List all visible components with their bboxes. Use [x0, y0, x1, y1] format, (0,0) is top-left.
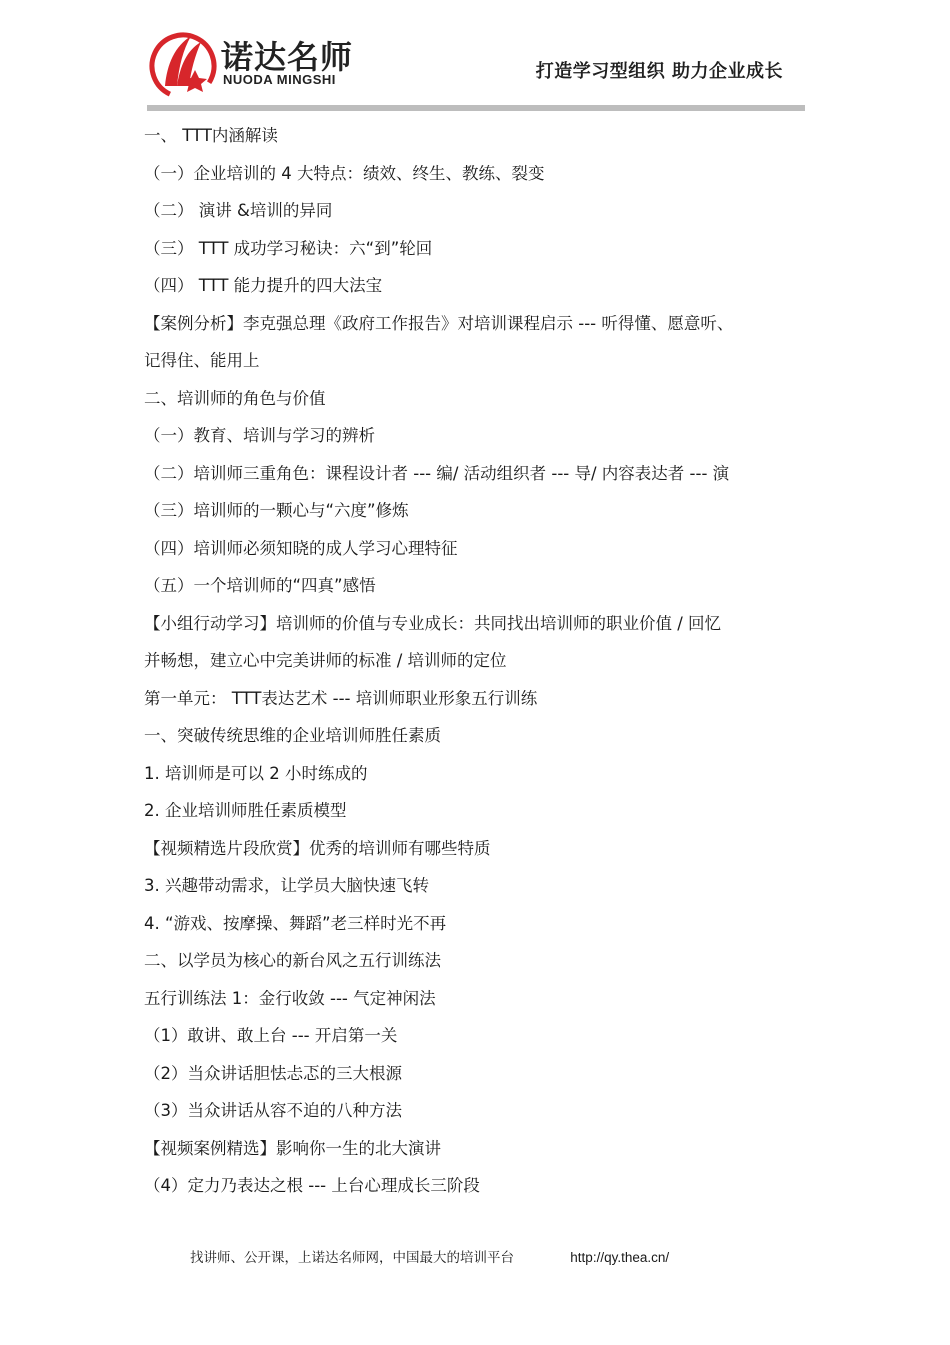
text-line: 记得住、能用上: [144, 351, 260, 370]
page-footer: [190, 1246, 669, 1266]
text-line: （4）定力乃表达之根 --- 上台心理成长三阶段: [144, 1176, 480, 1195]
brand-name-en: NUODA MINGSHI: [223, 72, 336, 87]
text-line: 一、 TTT内涵解读: [144, 126, 278, 145]
text-line: 一、突破传统思维的企业培训师胜任素质: [144, 726, 441, 745]
header-divider: [147, 105, 805, 111]
text-line: （四） TTT 能力提升的四大法宝: [144, 276, 383, 295]
text-line: （三） TTT 成功学习秘诀：六“到”轮回: [144, 238, 433, 258]
text-line: （四）培训师必须知晓的成人学习心理特征: [144, 538, 458, 558]
text-line: 五行训练法 1：金行收敛 --- 气定神闲法: [144, 988, 436, 1008]
text-line: 2. 企业培训师胜任素质模型: [144, 801, 347, 820]
text-line: 第一单元： TTT表达艺术 --- 培训师职业形象五行训练: [144, 688, 538, 708]
page-header: [147, 28, 805, 110]
text-line: 4. “游戏、按摩操、舞蹈”老三样时光不再: [144, 913, 447, 933]
text-line: 并畅想，建立心中完美讲师的标准 / 培训师的定位: [144, 651, 507, 670]
text-line: 【视频精选片段欣赏】优秀的培训师有哪些特质: [144, 838, 491, 858]
text-line: （一）企业培训的 4 大特点：绩效、终生、教练、裂变: [144, 163, 545, 183]
text-line: （五）一个培训师的“四真”感悟: [144, 576, 376, 595]
text-line: 3. 兴趣带动需求，让学员大脑快速飞转: [144, 876, 429, 895]
text-line: （3）当众讲话从容不迫的八种方法: [144, 1101, 402, 1120]
text-line: 【小组行动学习】培训师的价值与专业成长：共同找出培训师的职业价值 / 回忆: [144, 613, 722, 633]
footer-url-link[interactable]: http://qy.thea.cn/: [570, 1250, 670, 1265]
text-line: 1. 培训师是可以 2 小时练成的: [144, 763, 368, 783]
text-line: （2）当众讲话胆怯忐忑的三大根源: [144, 1063, 402, 1083]
text-line: 【案例分析】李克强总理《政府工作报告》对培训课程启示 --- 听得懂、愿意听、: [144, 313, 734, 333]
text-line: （二） 演讲 &培训的异同: [144, 201, 333, 220]
footer-text: 找讲师、公开课，上诺达名师网，中国最大的培训平台: [190, 1250, 514, 1266]
text-line: 二、以学员为核心的新台风之五行训练法: [144, 951, 441, 970]
text-line: （1）敢讲、敢上台 --- 开启第一关: [144, 1026, 398, 1045]
text-line: 二、培训师的角色与价值: [144, 388, 326, 408]
document-body: [144, 117, 806, 1205]
brand-name-cn: 诺达名师: [221, 38, 354, 76]
text-line: （三）培训师的一颗心与“六度”修炼: [144, 501, 409, 520]
nuoda-logo-icon: [147, 28, 219, 100]
text-line: （一）教育、培训与学习的辨析: [144, 426, 375, 445]
text-line: （二）培训师三重角色：课程设计者 --- 编/ 活动组织者 --- 导/ 内容表达者 --- 演: [144, 463, 730, 483]
text-line: 【视频案例精选】影响你一生的北大演讲: [144, 1138, 441, 1158]
header-slogan: 打造学习型组织 助力企业成长: [535, 61, 783, 82]
